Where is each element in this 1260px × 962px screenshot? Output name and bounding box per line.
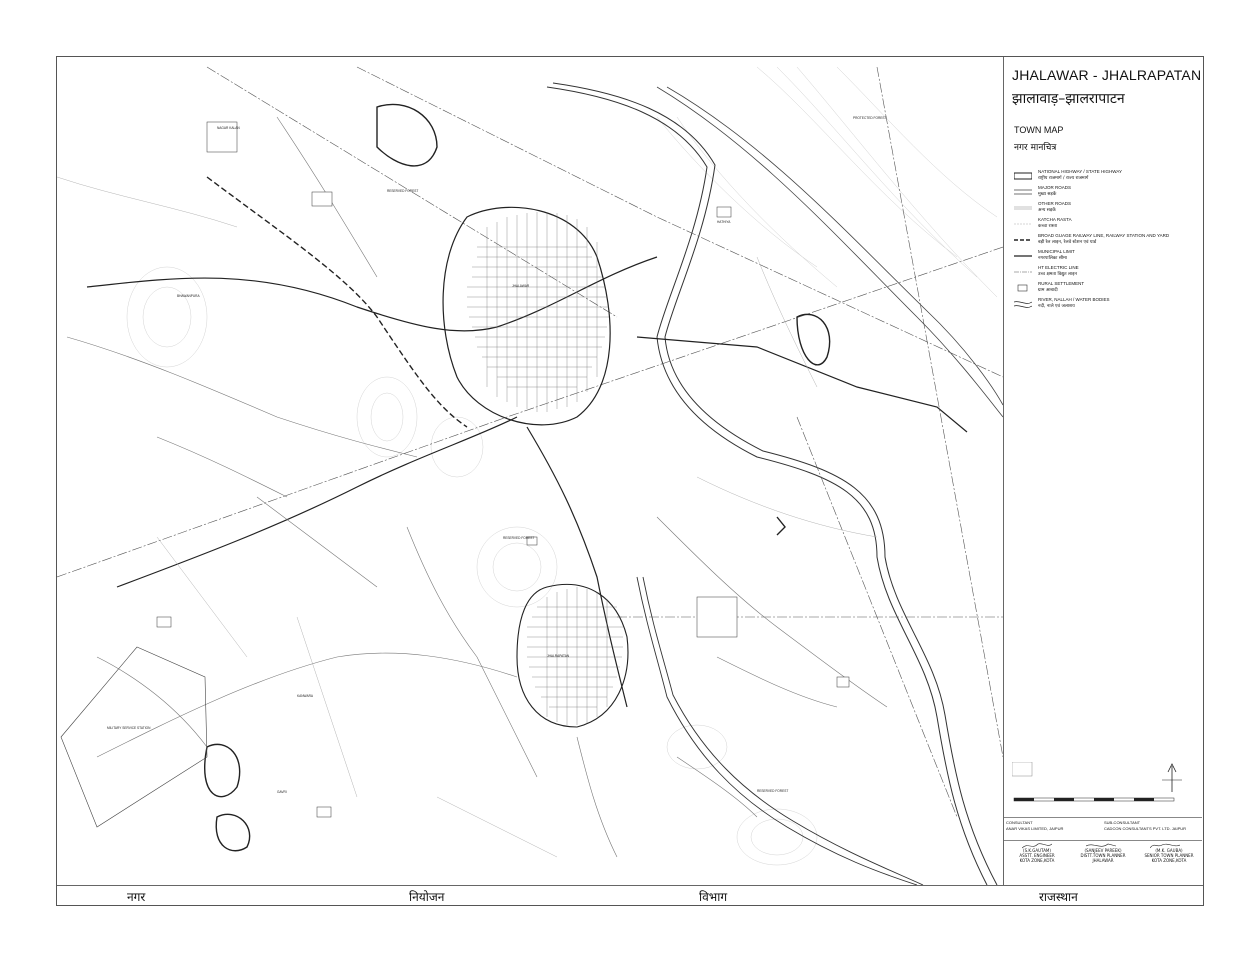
- legend-item-rural-settlement: RURAL SETTLEMENT ग्राम आबादी: [1014, 281, 1199, 297]
- municipal-limit-symbol-icon: [1014, 252, 1032, 260]
- katcha-rasta-symbol-icon: [1014, 220, 1032, 228]
- signatory-1: (S.K.GAUTAM) ASSTT. ENGINEER KOTA ZONE,KOTA: [1019, 848, 1055, 863]
- highway-symbol-icon: [1014, 172, 1032, 180]
- rural-settlement-symbol-icon: [1014, 284, 1032, 292]
- legend-item-river: RIVER, NALLAH / WATER BODIES नदी, नाले एवं जलाशय: [1014, 297, 1199, 313]
- signatory-3: (M.K. GAUBA) SENIOR TOWN PLANNER KOTA ZONE,KOTA: [1144, 848, 1194, 863]
- map-drawing: [57, 57, 1003, 885]
- label-jhalrapatan: JHALRAPATAN: [547, 654, 570, 658]
- map-subtitle: TOWN MAP: [1014, 125, 1064, 135]
- railway-symbol-icon: [1014, 236, 1032, 244]
- ht-line-symbol-icon: [1014, 268, 1032, 276]
- map-sheet: [56, 56, 1204, 906]
- index-box-icon: [1012, 762, 1032, 776]
- scale-bar-icon: [1014, 798, 1174, 801]
- label-bhawanpura: BHAWANPURA: [177, 294, 200, 298]
- town-map-canvas[interactable]: [57, 57, 1003, 885]
- signatory-2: (SANJEEV PAREEK) DISTT.TOWN PLANNER JHALAWAR: [1080, 848, 1126, 863]
- label-protected-forest: PROTECTED FOREST: [853, 116, 887, 120]
- legend-item-other-roads: OTHER ROADS अन्य सड़कें: [1014, 201, 1199, 217]
- footer-word-rajasthan: राजस्थान: [1039, 890, 1078, 904]
- map-legend: [1014, 169, 1199, 313]
- label-jhalawar: JHALAWAR: [512, 284, 530, 288]
- major-road-symbol-icon: [1014, 188, 1032, 196]
- north-arrow-and-scale: [1012, 762, 1198, 812]
- credits-block: [1004, 817, 1202, 886]
- subconsultant-name: CADCON CONSULTANTS PVT. LTD. JAIPUR: [1104, 826, 1187, 831]
- legend-item-ht-line: HT ELECTRIC LINE उच्च क्षमता विद्युत लाइन: [1014, 265, 1199, 281]
- river-symbol-icon: [1014, 300, 1032, 308]
- label-reserved-forest-1: RESERVED FOREST: [387, 189, 419, 193]
- map-title-hindi: झालावाड़–झालरापाटन: [1012, 91, 1125, 107]
- consultant-name: ANAR VIKAS LIMITED, JAIPUR: [1006, 826, 1064, 831]
- label-kanwara: KANWARA: [297, 694, 313, 698]
- label-reserved-forest-3: RESERVED FOREST: [757, 789, 789, 793]
- subconsultant-label: SUB-CONSULTANT: [1104, 820, 1141, 825]
- label-hathiya: HATHIYA: [717, 220, 731, 224]
- legend-item-highway: NATIONAL HIGHWAY / STATE HIGHWAY राष्ट्रीय राजमार्ग / राज्य राजमार्ग: [1014, 169, 1199, 185]
- legend-item-major-roads: MAJOR ROADS मुख्य सड़कें: [1014, 185, 1199, 201]
- legend-item-municipal-limit: MUNICIPAL LIMIT नगरपालिका सीमा: [1014, 249, 1199, 265]
- label-gavri: GAVRI: [277, 790, 287, 794]
- label-reserved-forest-2: RESERVED FOREST: [503, 536, 535, 540]
- footer-word-vibhag: विभाग: [699, 890, 728, 904]
- consultant-label: CONSULTANT: [1006, 820, 1033, 825]
- map-subtitle-hindi: नगर मानचित्र: [1014, 143, 1057, 153]
- footer-strip: [57, 885, 1203, 905]
- other-road-symbol-icon: [1014, 204, 1032, 212]
- label-military-station: MILITARY SERVICE STATION: [107, 726, 151, 730]
- footer-word-niyojan: नियोजन: [409, 890, 445, 904]
- legend-item-railway: BROAD GUAGE RAILWAY LINE, RAILWAY STATION AND YARD बड़ी रेल लाइन, रेलवे स्टेशन एवं यार्ड: [1014, 233, 1199, 249]
- legend-item-katcha-rasta: KATCHA RASTA कच्चा रास्ता: [1014, 217, 1199, 233]
- map-title: JHALAWAR - JHALRAPATAN: [1012, 67, 1202, 83]
- footer-word-nagar: नगर: [127, 890, 146, 904]
- label-nagar-kalan: NAGAR KALAN: [217, 126, 240, 130]
- title-panel: [1003, 57, 1203, 885]
